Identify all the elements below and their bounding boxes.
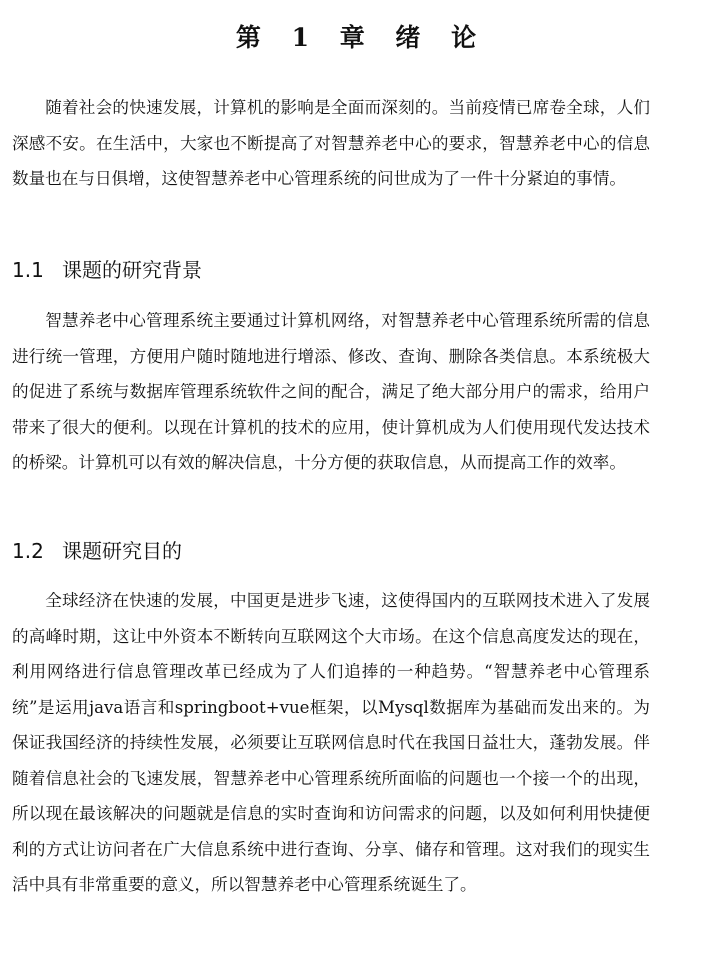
section-heading-1-1	[12, 254, 202, 286]
section-number: 1.1	[12, 258, 44, 282]
section-title: 课题的研究背景	[62, 258, 202, 282]
section-1-1-paragraph: 智慧养老中心管理系统主要通过计算机网络，对智慧养老中心管理系统所需的信息进行统一管理，方便用户随时随地进行增添、修改、查询、删除各类信息。本系统极大的促进了系统与数据库管理系统软件之间的配合，满足了绝大部分用户的需求，给用户带来了很大的便利。以现在计算机的技术的应用，使计算机成为人们使用现代发达技术的桥梁。计算机可以有效的解决信息，十分方便的获取信息，从而提高工作的效率。	[12, 311, 650, 472]
chapter-title: 第 1 章 绪 论	[235, 23, 479, 52]
intro-paragraph: 随着社会的快速发展，计算机的影响是全面而深刻的。当前疫情已席卷全球，人们深感不安。在生活中，大家也不断提高了对智慧养老中心的要求，智慧养老中心的信息数量也在与日俱增，这使智慧养老中心管理系统的问世成为了一件十分紧迫的事情。	[12, 98, 650, 188]
section-title: 课题研究目的	[62, 539, 182, 563]
section-number: 1.2	[12, 539, 44, 563]
section-1-2-paragraph: 全球经济在快速的发展，中国更是进步飞速，这使得国内的互联网技术进入了发展的高峰时期，这让中外资本不断转向互联网这个大市场。在这个信息高度发达的现在，利用网络进行信息管理改革已经成为了人们追捧的一种趋势。“智慧养老中心管理系统”是运用java语言和springboot+vue框架，以Mysql数据库为基础而发出来的。为保证我国经济的持续性发展，必须要让互联网信息时代在我国日益壮大，蓬勃发展。伴随着信息社会的飞速发展，智慧养老中心管理系统所面临的问题也一个接一个的出现，所以现在最该解决的问题就是信息的实时查询和访问需求的问题，以及如何利用快捷便利的方式让访问者在广大信息系统中进行查询、分享、储存和管理。这对我们的现实生活中具有非常重要的意义，所以智慧养老中心管理系统诞生了。	[12, 591, 650, 894]
section-heading-1-2	[12, 535, 182, 567]
